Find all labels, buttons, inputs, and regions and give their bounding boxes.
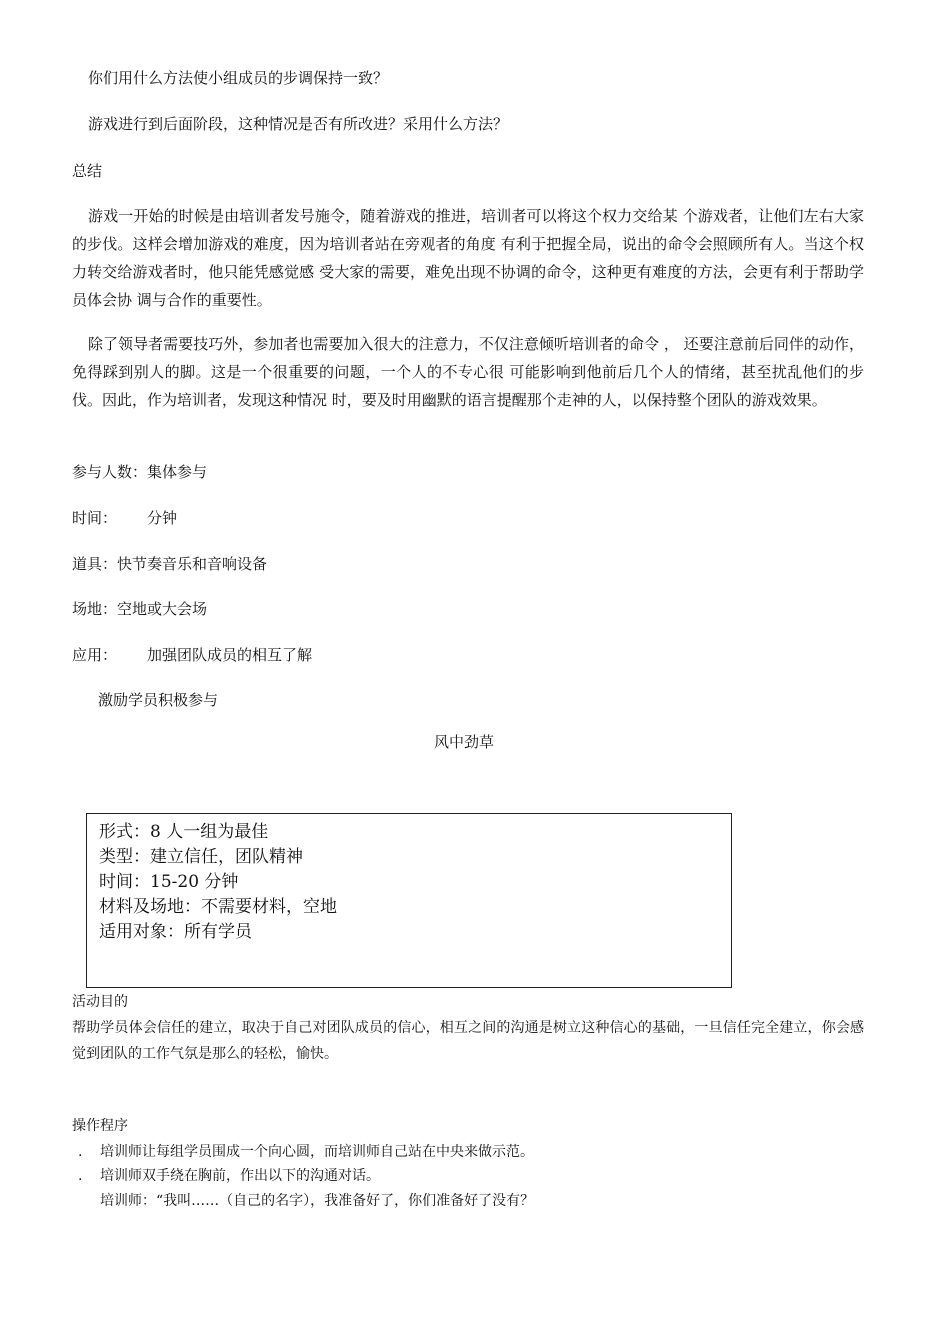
question-1: 你们用什么方法使小组成员的步调保持一致？ <box>88 69 389 87</box>
procedure-step-1 <box>78 1140 534 1164</box>
dialogue-line: 培训师：“我叫……（自己的名字），我准备好了，你们准备好了没有？ <box>100 1193 535 1209</box>
participants-label: 参与人数： <box>72 463 148 481</box>
participants-line <box>72 462 207 482</box>
props-label: 道具： <box>72 555 118 573</box>
step-text: 培训师让每组学员围成一个向心圆，而培训师自己站在中央来做示范。 <box>100 1144 534 1160</box>
step-text: 培训师双手绕在胸前，作出以下的沟通对话。 <box>100 1168 380 1184</box>
step-marker: . <box>78 1144 83 1160</box>
box-type: 类型：建立信任，团队精神 <box>99 847 303 867</box>
box-materials: 材料及场地：不需要材料，空地 <box>99 897 337 917</box>
time-value: 分钟 <box>147 509 178 527</box>
venue-line <box>72 599 207 619</box>
props-line <box>72 554 267 574</box>
box-audience: 适用对象：所有学员 <box>99 922 252 942</box>
time-line <box>72 508 177 528</box>
time-label: 时间： <box>72 509 118 527</box>
application-value-2: 激励学员积极参与 <box>98 691 219 709</box>
purpose-text: 帮助学员体会信任的建立，取决于自己对团队成员的信心，相互之间的沟通是树立这种信心的基础，一旦信任完全建立，你会感觉到团队的工作气氛是那么的轻松，愉快。 <box>72 1020 864 1062</box>
participants-value: 集体参与 <box>147 463 208 481</box>
summary-paragraph-1: 游戏一开始的时候是由培训者发号施令，随着游戏的推进，培训者可以将这个权力交给某 个游戏者，让他们左右大家的步伐。这样会增加游戏的难度，因为培训者站在旁观者的角度 有利于把握全局，说出的命令会照顾所有人。当这个权力转交给游戏者时，他只能凭感觉感 受大家的需要，难免出现不协调的命令，这种更有难度的方法，会更有利于帮助学员体会协 调与合作的重要性。 <box>72 207 864 309</box>
procedure-heading: 操作程序 <box>72 1118 128 1134</box>
game-info-box <box>86 813 732 988</box>
venue-value: 空地或大会场 <box>117 600 208 618</box>
application-line <box>72 645 312 665</box>
application-value-1: 加强团队成员的相互了解 <box>147 646 313 664</box>
purpose-heading: 活动目的 <box>72 994 128 1010</box>
box-form: 形式：8 人一组为最佳 <box>99 822 269 842</box>
box-time: 时间：15-20 分钟 <box>99 872 239 892</box>
summary-heading: 总结 <box>72 162 103 180</box>
game-title: 风中劲草 <box>434 733 495 751</box>
venue-label: 场地： <box>72 600 118 618</box>
question-2: 游戏进行到后面阶段，这种情况是否有所改进？采用什么方法？ <box>88 115 509 133</box>
summary-paragraph-2: 除了领导者需要技巧外，参加者也需要加入很大的注意力，不仅注意倾听培训者的命令 ， 还要注意前后同伴的动作，免得踩到别人的脚。这是一个很重要的问题，一个人的不专心很 可能影响到他前后几个人的情绪，甚至扰乱他们的步伐。因此，作为培训者，发现这种情况 时，要及时用幽默的语言提醒那个走神的人，以保持整个团队的游戏效果。 <box>72 335 864 409</box>
step-marker: . <box>78 1168 83 1184</box>
props-value: 快节奏音乐和音响设备 <box>117 555 268 573</box>
procedure-step-2 <box>78 1164 380 1188</box>
application-label: 应用： <box>72 646 118 664</box>
